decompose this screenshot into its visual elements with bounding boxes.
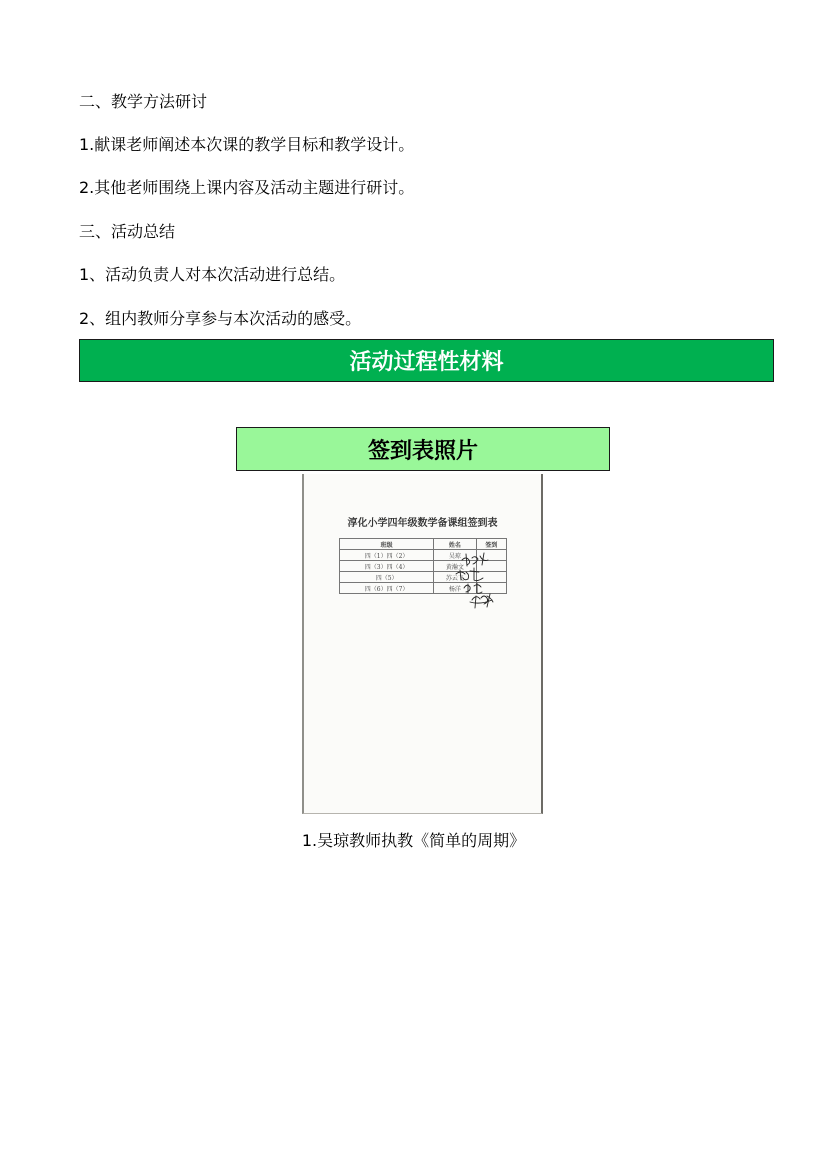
name-cell: 吴琼 [434,550,476,561]
photo-caption: 1.吴琼教师执教《简单的周期》 [301,831,526,850]
paragraph-item: 1、活动负责人对本次活动进行总结。 [79,265,346,284]
signin-photo-banner-label: 签到表照片 [367,438,478,464]
paragraph-item: 2.其他老师围绕上课内容及活动主题进行研讨。 [79,178,415,197]
class-cell: 四（6）四（7） [340,583,434,594]
header-cell: 班级 [340,539,434,550]
class-cell: 四（1）四（2） [340,550,434,561]
class-cell: 四（3）四（4） [340,561,434,572]
process-materials-banner-label: 活动过程性材料 [349,350,504,375]
signin-sheet-photo [302,474,543,814]
header-cell: 姓名 [434,539,476,550]
name-cell: 杨洋 [434,583,476,594]
signin-table-header [340,539,507,550]
process-materials-banner [79,339,774,382]
signin-photo-banner [236,427,610,471]
section-heading-summary: 三、活动总结 [79,222,176,241]
class-cell: 四（5） [340,572,434,583]
handwritten-signatures [454,550,504,610]
section-heading-teaching-methods: 二、教学方法研讨 [79,92,208,111]
name-cell: 苏云飞 [434,572,476,583]
signin-sheet-title: 淳化小学四年级数学备课组签到表 [347,518,498,529]
paragraph-item: 1.献课老师阐述本次课的教学目标和教学设计。 [79,135,415,154]
paragraph-item: 2、组内教师分享参与本次活动的感受。 [79,309,362,328]
name-cell: 黄瀚文 [434,561,476,572]
header-cell: 签到 [476,539,506,550]
